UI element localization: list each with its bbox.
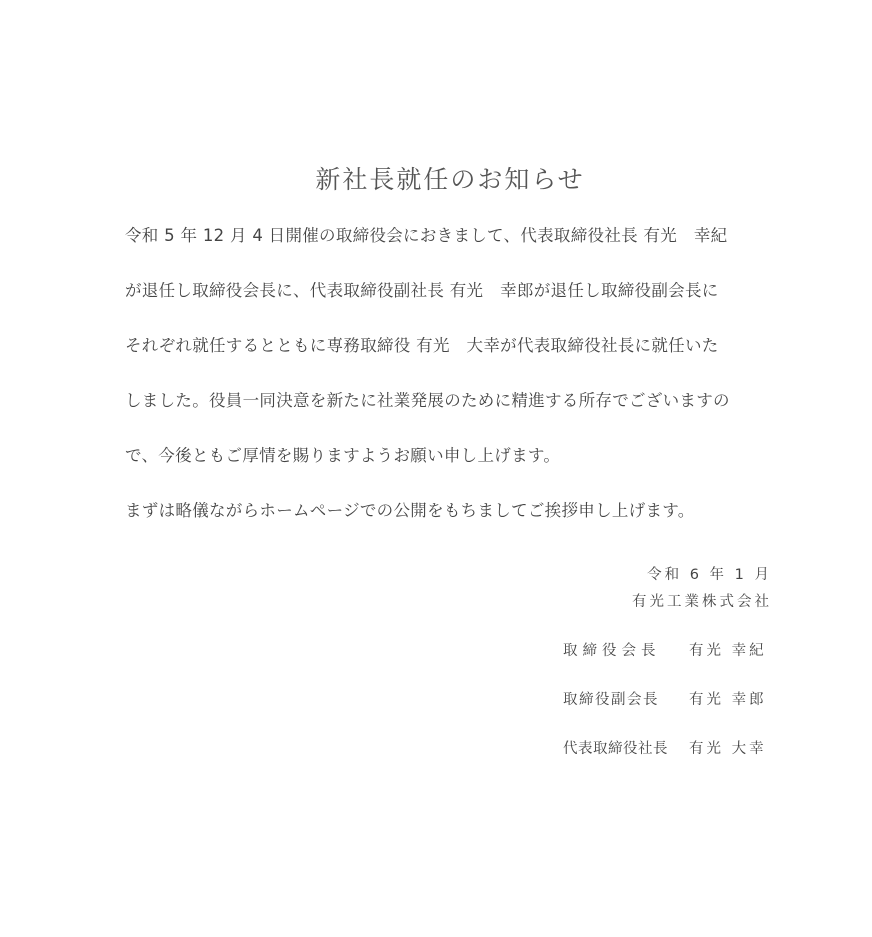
officer-role: 代表取締役社長 — [563, 741, 668, 757]
officer-role: 取締役会長 — [563, 643, 661, 659]
notice-date: 令和 6 年 1 月 — [647, 567, 772, 583]
officer-name: 有光 大幸 — [689, 741, 767, 757]
body-line-3: それぞれ就任するとともに専務取締役 有光 大幸が代表取締役社長に就任いた — [125, 336, 719, 355]
officer-name: 有光 幸紀 — [689, 643, 767, 659]
officer-name: 有光 幸郎 — [689, 692, 767, 708]
body-line-2: が退任し取締役会長に、代表取締役副社長 有光 幸郎が退任し取締役副会長に — [125, 281, 719, 300]
officer-chairman — [563, 639, 767, 660]
officer-role: 取締役副会長 — [563, 692, 659, 708]
body-line-4: しました。役員一同決意を新たに社業発展のために精進する所存でございますの — [125, 391, 730, 410]
officer-vice-chairman — [563, 688, 767, 709]
body-line-5: で、今後ともご厚情を賜りますようお願い申し上げます。 — [125, 446, 561, 465]
body-line-1: 令和 5 年 12 月 4 日開催の取締役会におきまして、代表取締役社長 有光 幸紀 — [125, 226, 728, 245]
officer-president — [563, 737, 767, 758]
company-name: 有光工業株式会社 — [632, 594, 772, 610]
page-title: 新社長就任のお知らせ — [315, 165, 585, 194]
body-line-6: まずは略儀ながらホームページでの公開をもちましてご挨拶申し上げます。 — [125, 501, 695, 520]
